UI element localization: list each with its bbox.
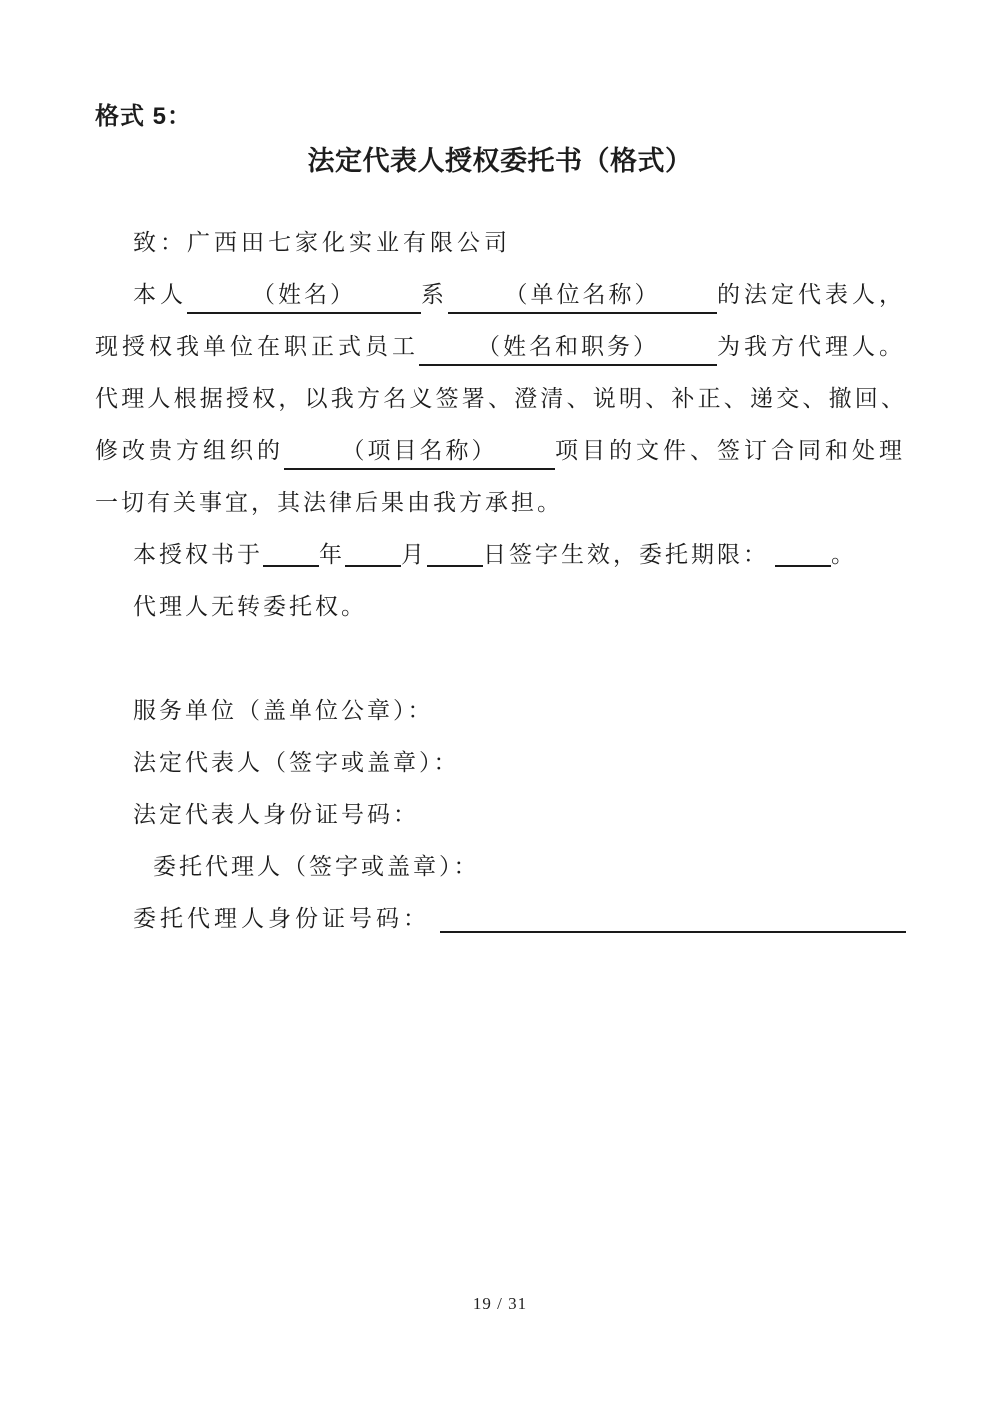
page-title: 法定代表人授权委托书（格式）: [307, 146, 693, 176]
authorize-suffix: 为我方代理人。: [717, 334, 906, 359]
blank-org-hint: （单位名称）: [504, 282, 661, 307]
scope-line-2: [95, 425, 906, 477]
blank-day-field: [427, 565, 483, 567]
blank-name-field: [187, 282, 421, 314]
authorize-prefix: 现授权我单位在职正式员工: [95, 334, 419, 359]
agent-id-blank-field: [440, 931, 906, 933]
blank-spacer-line: [95, 633, 906, 685]
legalrep-id-line: 法定代表人身份证号码：: [133, 802, 419, 827]
blank-name-hint: （姓名）: [251, 282, 356, 307]
addressee-line: 致：广西田七家化实业有限公司: [133, 230, 511, 255]
signature-unit-line: 服务单位（盖单位公章）：: [133, 698, 434, 723]
effective-part5: 。: [831, 542, 857, 567]
blank-project-hint: （项目名称）: [341, 438, 498, 463]
effective-date-line: [95, 529, 906, 581]
principal-line: [95, 269, 906, 321]
blank-term-field: [775, 565, 831, 567]
format-label: 格式 5：: [95, 103, 193, 130]
effective-part3: 月: [401, 542, 427, 567]
document-body: [95, 217, 906, 945]
principal-prefix: 本人: [133, 282, 187, 307]
page-number: 19 / 31: [472, 1294, 528, 1313]
agent-sign-line: 委托代理人（签字或盖章）：: [153, 854, 480, 879]
effective-part4: 日签字生效，委托期限：: [483, 542, 769, 567]
blank-agent-hint: （姓名和职务）: [477, 334, 659, 359]
blank-agent-field: [419, 334, 717, 366]
authorize-line: [95, 321, 906, 373]
effective-part2: 年: [319, 542, 345, 567]
scope-line-3: 一切有关事宜，其法律后果由我方承担。: [95, 490, 563, 515]
blank-month-field: [345, 565, 401, 567]
principal-suffix: 的法定代表人，: [717, 282, 906, 307]
agent-id-label: 委托代理人身份证号码：: [133, 906, 430, 931]
agent-id-line: [95, 893, 906, 945]
effective-part1: 本授权书于: [133, 542, 263, 567]
blank-project-field: [284, 438, 555, 470]
principal-middle: 系: [420, 282, 448, 307]
blank-year-field: [263, 565, 319, 567]
blank-org-field: [448, 282, 717, 314]
scope2-prefix: 修改贵方组织的: [95, 438, 284, 463]
no-subdelegation-line: 代理人无转委托权。: [133, 594, 367, 619]
scope2-suffix: 项目的文件、签订合同和处理: [555, 438, 906, 463]
signature-legalrep-line: 法定代表人（签字或盖章）：: [133, 750, 460, 775]
scope-line-1: 代理人根据授权，以我方名义签署、澄清、说明、补正、递交、撤回、: [95, 386, 906, 411]
